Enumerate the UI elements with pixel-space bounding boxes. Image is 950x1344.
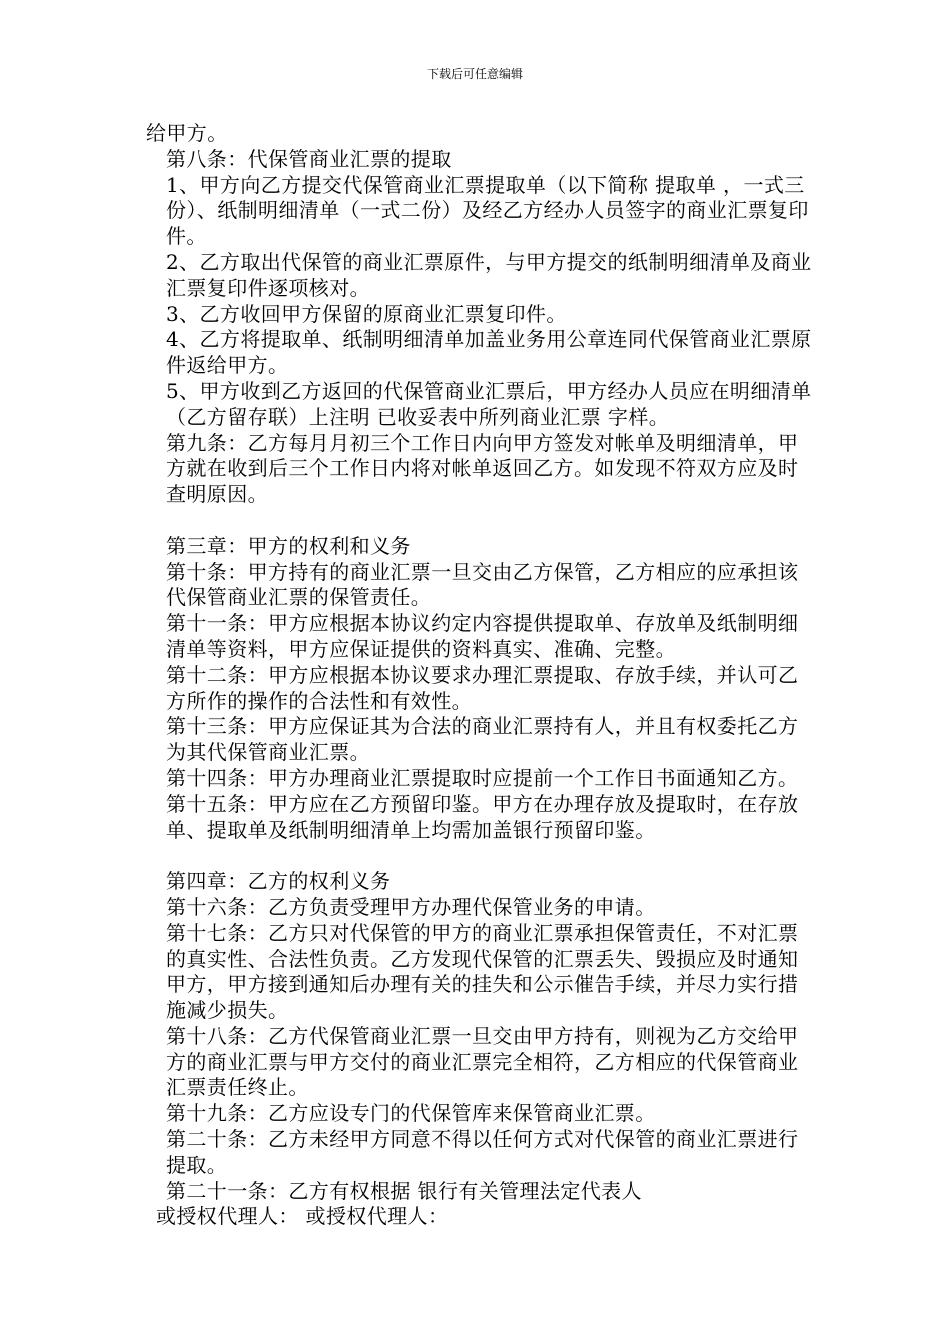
paragraph: 第十三条：甲方应保证其为合法的商业汇票持有人，并且有权委托乙方为其代保管商业汇票。 — [166, 714, 799, 765]
paragraph: 4、乙方将提取单、纸制明细清单加盖业务用公章连同代保管商业汇票原件返给甲方。 — [166, 327, 812, 378]
blank-line — [146, 508, 816, 534]
paragraph: 第十八条：乙方代保管商业汇票一旦交由甲方持有，则视为乙方交给甲方的商业汇票与甲方交付的商业汇票完全相符，乙方相应的代保管商业汇票责任终止。 — [166, 1023, 799, 1100]
paragraph: 第十条：甲方持有的商业汇票一旦交由乙方保管，乙方相应的应承担该代保管商业汇票的保管责任。 — [166, 559, 799, 610]
section-heading: 第八条：代保管商业汇票的提取 — [166, 146, 452, 171]
paragraph: 第十二条：甲方应根据本协议要求办理汇票提取、存放手续，并认可乙方所作的操作的合法性和有效性。 — [166, 662, 799, 713]
paragraph: 第九条：乙方每月月初三个工作日内向甲方签发对帐单及明细清单，甲方就在收到后三个工作日内将对帐单返回乙方。如发现不符双方应及时查明原因。 — [166, 430, 799, 507]
paragraph: 第二十条：乙方未经甲方同意不得以任何方式对代保管的商业汇票进行提取。 — [166, 1127, 799, 1177]
page-header: 下载后可任意编辑 — [426, 67, 523, 81]
paragraph: 给甲方。 — [146, 121, 228, 145]
chapter-heading: 第三章：甲方的权利和义务 — [166, 533, 411, 558]
paragraph: 第二十一条：乙方有权根据 银行有关管理法定代表人 — [166, 1178, 642, 1203]
paragraph: 第十四条：甲方办理商业汇票提取时应提前一个工作日书面通知乙方。 — [166, 765, 799, 790]
paragraph: 5、甲方收到乙方返回的代保管商业汇票后，甲方经办人员应在明细清单（乙方留存联）上注明 已收妥表中所列商业汇票 字样。 — [166, 378, 812, 429]
paragraph: 第十七条：乙方只对代保管的甲方的商业汇票承担保管责任，不对汇票的真实性、合法性负责。乙方发现代保管的汇票丢失、毁损应及时通知甲方，甲方接到通知后办理有关的挂失和公示催告手续，并尽力实行措施减少损失。 — [166, 920, 799, 1023]
paragraph: 第十五条：甲方应在乙方预留印鉴。甲方在办理存放及提取时，在存放单、提取单及纸制明细清单上均需加盖银行预留印鉴。 — [166, 791, 799, 842]
blank-line — [146, 843, 816, 869]
paragraph: 2、乙方取出代保管的商业汇票原件，与甲方提交的纸制明细清单及商业汇票复印件逐项核对。 — [166, 249, 812, 300]
paragraph: 第十一条：甲方应根据本协议约定内容提供提取单、存放单及纸制明细清单等资料，甲方应保证提供的资料真实、准确、完整。 — [166, 611, 799, 661]
document-body — [146, 121, 816, 1230]
paragraph: 第十六条：乙方负责受理甲方办理代保管业务的申请。 — [166, 894, 656, 919]
paragraph: 第十九条：乙方应设专门的代保管库来保管商业汇票。 — [166, 1101, 656, 1126]
paragraph: 1、甲方向乙方提交代保管商业汇票提取单（以下简称 提取单 ，一式三份）、纸制明细清单（一式二份）及经乙方经办人员签字的商业汇票复印件。 — [166, 172, 809, 249]
chapter-heading: 第四章：乙方的权利义务 — [166, 869, 391, 894]
signature-line: 或授权代理人： 或授权代理人： — [156, 1204, 449, 1229]
paragraph: 3、乙方收回甲方保留的原商业汇票复印件。 — [166, 301, 567, 326]
